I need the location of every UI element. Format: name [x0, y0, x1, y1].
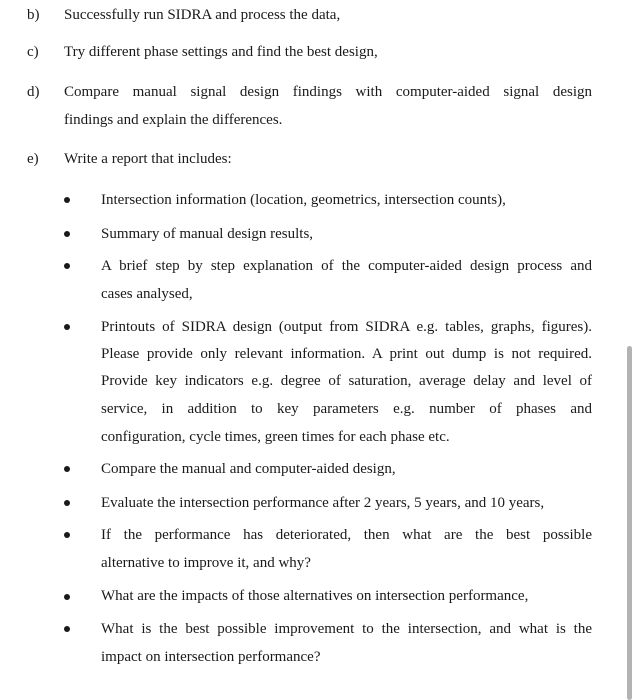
item-c-label: c) — [27, 44, 39, 60]
vertical-scrollbar[interactable] — [627, 346, 632, 700]
bullet-4-line-5: configuration, cycle times, green times for each phase etc. — [101, 429, 450, 445]
bullet-2-marker — [64, 231, 70, 237]
bullet-4-line-3: Provide key indicators e.g. degree of saturation, average delay and level of — [101, 373, 592, 389]
bullet-3-marker — [64, 263, 70, 269]
item-b-label: b) — [27, 7, 40, 23]
bullet-8-line-1: What are the impacts of those alternatives on intersection performance, — [101, 588, 529, 604]
bullet-3-line-1: A brief step by step explanation of the computer-aided design process and — [101, 258, 592, 274]
bullet-7-line-1: If the performance has deteriorated, then what are the best possible — [101, 527, 592, 543]
item-d-label: d) — [27, 84, 40, 100]
bullet-8-marker — [64, 594, 70, 600]
bullet-6-line-1: Evaluate the intersection performance after 2 years, 5 years, and 10 years, — [101, 495, 545, 511]
bullet-4-marker — [64, 324, 70, 330]
item-e-text: Write a report that includes: — [64, 151, 232, 167]
bullet-3-line-2: cases analysed, — [101, 286, 193, 302]
bullet-9-line-1: What is the best possible improvement to the intersection, and what is the — [101, 621, 592, 637]
bullet-9-marker — [64, 626, 70, 632]
item-d-line-2: findings and explain the differences. — [64, 112, 283, 128]
bullet-1-marker — [64, 197, 70, 203]
item-e-label: e) — [27, 151, 39, 167]
bullet-7-line-2: alternative to improve it, and why? — [101, 555, 311, 571]
item-b-text: Successfully run SIDRA and process the data, — [64, 7, 341, 23]
bullet-9-line-2: impact on intersection performance? — [101, 649, 321, 665]
item-d-line-1: Compare manual signal design findings with computer-aided signal design — [64, 84, 592, 100]
bullet-4-line-1: Printouts of SIDRA design (output from SIDRA e.g. tables, graphs, figures). — [101, 319, 592, 335]
bullet-2-line-1: Summary of manual design results, — [101, 226, 314, 242]
bullet-5-line-1: Compare the manual and computer-aided design, — [101, 461, 396, 477]
bullet-1-line-1: Intersection information (location, geometrics, intersection counts), — [101, 192, 506, 208]
bullet-5-marker — [64, 466, 70, 472]
bullet-6-marker — [64, 500, 70, 506]
bullet-4-line-4: service, in addition to key parameters e.g. number of phases and — [101, 401, 592, 417]
item-c-text: Try different phase settings and find the best design, — [64, 44, 378, 60]
bullet-4-line-2: Please provide only relevant information. A print out dump is not required. — [101, 346, 592, 362]
bullet-7-marker — [64, 532, 70, 538]
